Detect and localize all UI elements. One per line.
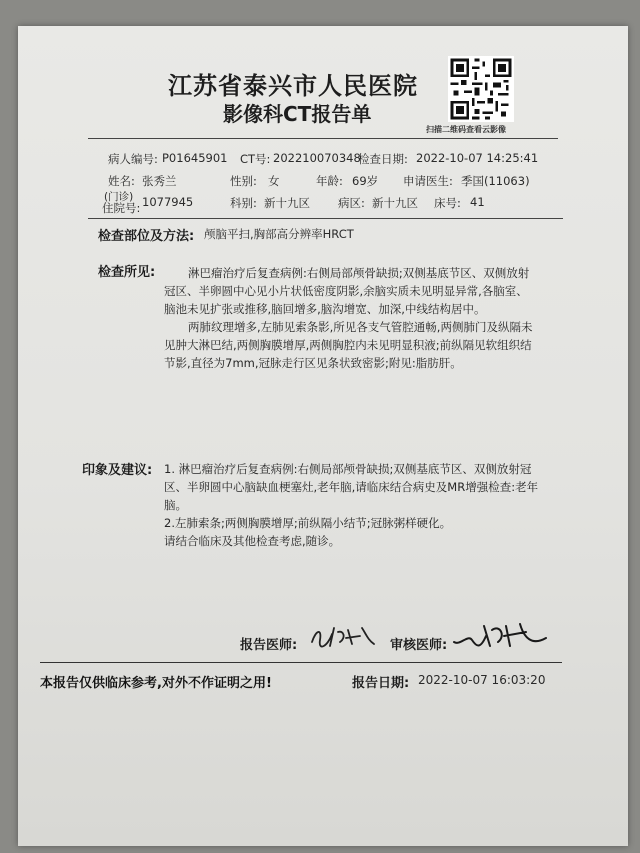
report-date-label: 报告日期: (352, 676, 410, 691)
age-label: 年龄: (316, 174, 343, 188)
ward: 新十九区 (372, 196, 418, 210)
qr-code-icon[interactable] (448, 56, 514, 122)
inpatient-label: 住院号: (102, 201, 141, 215)
footer-divider (40, 662, 562, 663)
patient-name: 张秀兰 (142, 174, 177, 188)
inpatient-no: 1077945 (142, 195, 194, 209)
outpatient-label: (门诊) (104, 191, 134, 203)
dept-label: 科别: (230, 196, 257, 210)
impression-2: 2.左肺索条;两侧胸膜增厚;前纵隔小结节;冠脉粥样硬化。 (164, 516, 452, 530)
impression-1: 1. 淋巴瘤治疗后复查病例:右侧局部颅骨缺损;双侧基底节区、双侧放射冠区、半卵圆中心脑缺血梗塞灶,老年脑,请临床结合病史及MR增强检查:老年脑。 (164, 462, 539, 512)
ct-no-label: CT号: (240, 152, 271, 166)
sex-label: 性别: (230, 174, 257, 188)
review-doctor-signature (450, 616, 550, 656)
header-divider (88, 138, 558, 139)
ct-no: 202210070348 (273, 151, 361, 165)
exam-site: 颅脑平扫,胸部高分辨率HRCT (204, 227, 354, 241)
requester: 季国(11063) (461, 174, 530, 188)
findings-text (164, 264, 539, 372)
requester-label: 申请医生: (403, 174, 453, 188)
qr-caption: 扫描二维码查看云影像 (426, 125, 506, 134)
report-doctor-label: 报告医师: (240, 638, 298, 653)
report-paper (18, 26, 628, 846)
report-doctor-signature (308, 620, 378, 652)
findings-label: 检查所见: (98, 265, 156, 280)
exam-date-label: 检查日期: (358, 152, 408, 166)
findings-chest: 两肺纹理增多,左肺见索条影,所见各支气管腔通畅,两侧肺门及纵隔未见肿大淋巴结,两侧胸膜增厚,两侧胸腔内未见明显积液;前纵隔见软组织结节影,直径为7mm,冠脉走行区见条状致密影;附见:脂肪肝。 (164, 320, 533, 370)
patient-sex: 女 (268, 174, 280, 188)
bed: 41 (470, 195, 485, 209)
impression-text (164, 460, 539, 550)
dept: 新十九区 (264, 196, 310, 210)
report-title: 影像科CT报告单 (223, 102, 372, 126)
disclaimer: 本报告仅供临床参考,对外不作证明之用! (40, 676, 272, 691)
patient-age: 69岁 (352, 174, 379, 188)
exam-date: 2022-10-07 14:25:41 (416, 151, 539, 165)
review-doctor-label: 审核医师: (390, 638, 448, 653)
patient-id: P01645901 (162, 151, 228, 165)
patient-id-label: 病人编号: (108, 152, 158, 166)
report-date: 2022-10-07 16:03:20 (418, 673, 546, 687)
findings-brain: 淋巴瘤治疗后复查病例:右侧局部颅骨缺损;双侧基底节区、双侧放射冠区、半卵圆中心见小片状低密度阴影,余脑实质未见明显异常,各脑室、脑池未见扩张或推移,脑回增多,脑沟增宽、加深,中线结构居中。 (164, 266, 530, 316)
ward-label: 病区: (338, 196, 365, 210)
name-label: 姓名: (108, 174, 135, 188)
impression-3: 请结合临床及其他检查考虑,随诊。 (164, 534, 341, 548)
exam-site-label: 检查部位及方法: (98, 229, 195, 244)
info-divider (88, 218, 563, 219)
hospital-name: 江苏省泰兴市人民医院 (168, 72, 418, 100)
bed-label: 床号: (434, 196, 461, 210)
impression-label: 印象及建议: (82, 463, 153, 478)
